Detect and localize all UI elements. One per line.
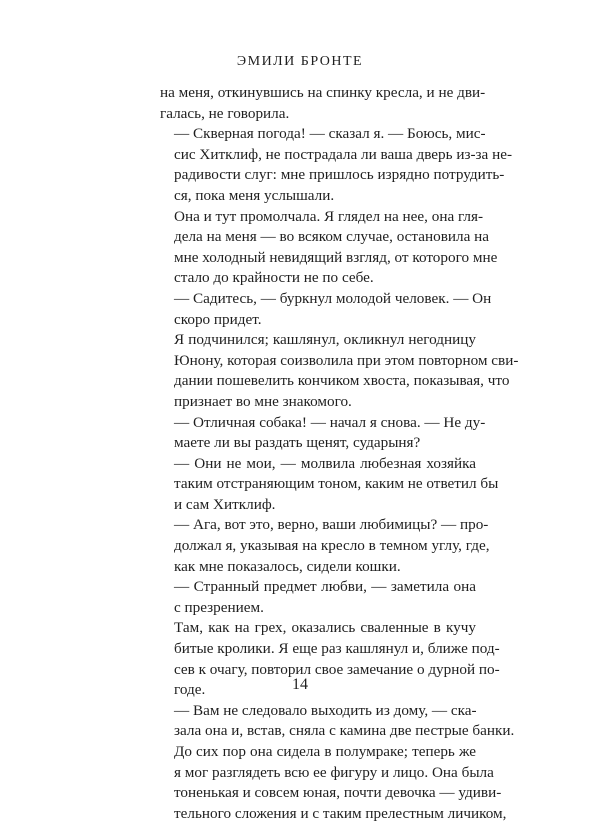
paragraph: [160, 289, 492, 330]
paragraph: [160, 515, 490, 577]
text-line: стало до крайности не по себе.: [174, 269, 374, 287]
text-line: — Скверная погода! — сказал я. — Боюсь, мис-: [174, 125, 486, 143]
text-line: должал я, указывая на кресло в темном углу, где,: [174, 537, 490, 555]
text-line: тоненькая и совсем юная, почти девочка — удиви-: [174, 784, 502, 802]
body-text: [160, 83, 519, 824]
text-line: Она и тут промолчала. Я глядел на нее, она гля-: [174, 207, 484, 225]
paragraph: [160, 207, 498, 289]
paragraph: [160, 413, 486, 454]
text-line: — Ага, вот это, верно, ваши любимицы? — про-: [174, 516, 489, 534]
text-line: Там, как на грех, оказались сваленные в кучу: [174, 619, 476, 637]
text-line: Я подчинился; кашлянул, окликнул негодницу: [174, 331, 476, 349]
paragraph: [160, 330, 519, 412]
paragraph: [160, 83, 486, 124]
text-line: годе.: [174, 681, 206, 699]
text-line: — Отличная собака! — начал я снова. — Не ду-: [174, 413, 486, 431]
running-head: ЭМИЛИ БРОНТЕ: [236, 54, 364, 69]
paragraph: [160, 701, 515, 742]
text-line: галась, не говорила.: [160, 104, 290, 122]
paragraph: [160, 124, 513, 206]
page-number: 14: [292, 676, 308, 693]
text-line: я мог разглядеть всю ее фигуру и лицо. Она была: [174, 763, 494, 781]
text-line: и сам Хитклиф.: [174, 495, 276, 513]
text-line: на меня, откинувшись на спинку кресла, и не дви-: [160, 84, 486, 101]
text-line: как мне показалось, сидели кошки.: [174, 557, 401, 575]
text-line: мне холодный невидящий взгляд, от которого мне: [174, 248, 498, 266]
text-line: зала она и, встав, сняла с камина две пестрые банки.: [174, 722, 515, 740]
text-line: таким отстраняющим тоном, каким не ответил бы: [174, 475, 499, 493]
text-line: — Садитесь, — буркнул молодой человек. — Он: [174, 289, 492, 307]
paragraph: [160, 742, 507, 824]
text-line: радивости слуг: мне пришлось изрядно потрудить-: [174, 166, 505, 184]
text-line: тельного сложения и с таким прелестным личиком,: [174, 804, 507, 822]
text-line: — Вам не следовало выходить из дому, — ска-: [174, 701, 477, 719]
text-line: скоро придет.: [174, 310, 262, 328]
text-line: ся, пока меня услышали.: [174, 186, 335, 204]
text-line: с презрением.: [174, 598, 264, 616]
text-line: дела на меня — во всяком случае, остановила на: [174, 228, 489, 246]
paragraph: [160, 577, 476, 618]
text-line: — Странный предмет любви, — заметила она: [174, 578, 476, 596]
text-line: битые кролики. Я еще раз кашлянул и, ближе под-: [174, 640, 500, 658]
text-line: маете ли вы раздать щенят, сударыня?: [174, 434, 421, 452]
text-line: До сих пор она сидела в полумраке; теперь же: [174, 743, 476, 760]
text-line: Юнону, которая соизволила при этом повторном сви-: [174, 351, 519, 369]
text-line: — Они не мои, — молвила любезная хозяйка: [174, 454, 476, 472]
text-line: дании пошевелить кончиком хвоста, показывая, что: [174, 372, 510, 390]
paragraph: [160, 454, 499, 516]
text-line: сев к очагу, повторил свое замечание о дурной по-: [174, 660, 500, 678]
text-line: сис Хитклиф, не пострадала ли ваша дверь из-за не-: [174, 145, 513, 163]
text-line: признает во мне знакомого.: [174, 392, 352, 410]
